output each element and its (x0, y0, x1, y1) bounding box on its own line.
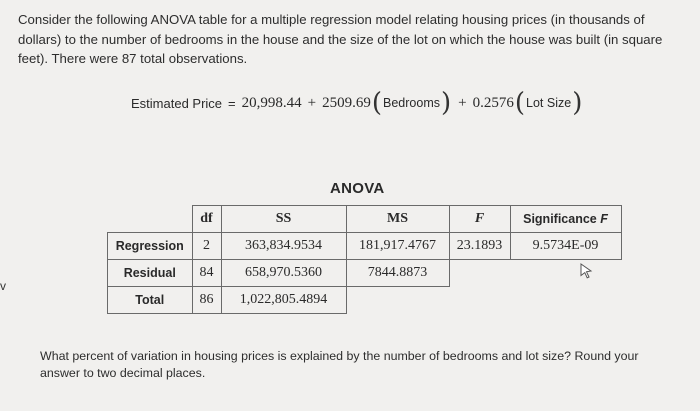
table-row (108, 233, 622, 260)
mouse-cursor-icon (579, 263, 593, 279)
residual-df: 84 (192, 260, 221, 287)
bedrooms-coefficient: 2509.69 (322, 94, 371, 111)
total-ms-empty (346, 287, 449, 314)
anova-title: ANOVA (330, 180, 385, 197)
intercept-value: 20,998.44 (241, 94, 302, 111)
residual-ms: 7844.8873 (346, 260, 449, 287)
problem-intro: Consider the following ANOVA table for a multiple regression model relating housing prices (in thousands of dollars) to the number of bedrooms in the house and the size of the lot on which the house was built (in square feet). There were 87 total observations. (18, 12, 663, 66)
table-row (108, 260, 622, 287)
regression-f: 23.1893 (449, 233, 510, 260)
regression-ss: 363,834.9534 (221, 233, 346, 260)
regression-significance: 9.5734E-09 (510, 233, 621, 260)
paren-close-2: ) (572, 88, 583, 118)
equation-label: Estimated Price (131, 95, 223, 111)
anova-header-row (108, 206, 622, 233)
paren-open-2: ( (514, 88, 526, 118)
anova-table (107, 205, 622, 314)
plus-sign-2: + (458, 94, 467, 111)
header-empty-cell (108, 206, 193, 233)
paren-open-1: ( (371, 88, 383, 118)
residual-ss: 658,970.5360 (221, 260, 346, 287)
total-ss: 1,022,805.4894 (221, 287, 346, 314)
header-ms: MS (346, 206, 449, 233)
bedrooms-variable: Bedrooms (383, 96, 440, 110)
significance-f-var: F (600, 212, 608, 226)
row-label-residual: Residual (108, 260, 193, 287)
residual-sig-empty (510, 260, 621, 287)
header-ss: SS (221, 206, 346, 233)
significance-label: Significance (523, 212, 597, 226)
table-row (108, 287, 622, 314)
question-text: What percent of variation in housing prices is explained by the number of bedrooms and lot size? Round your answer to two decimal places. (40, 349, 639, 380)
residual-f-empty (449, 260, 510, 287)
edge-chevron-mark: v (0, 279, 6, 293)
equals-sign: = (228, 95, 236, 111)
total-df: 86 (192, 287, 221, 314)
header-f: F (449, 206, 510, 233)
plus-sign-1: + (307, 94, 317, 111)
paren-close-1: ) (441, 88, 452, 118)
regression-df: 2 (192, 233, 221, 260)
regression-ms: 181,917.4767 (346, 233, 449, 260)
header-significance-f (510, 206, 621, 233)
total-f-empty (449, 287, 510, 314)
lot-size-coefficient: 0.2576 (472, 94, 514, 111)
header-df: df (192, 206, 221, 233)
row-label-total: Total (108, 287, 193, 314)
row-label-regression: Regression (108, 233, 193, 260)
lot-size-variable: Lot Size (526, 96, 572, 110)
total-sig-empty (510, 287, 621, 314)
regression-equation (131, 88, 583, 118)
